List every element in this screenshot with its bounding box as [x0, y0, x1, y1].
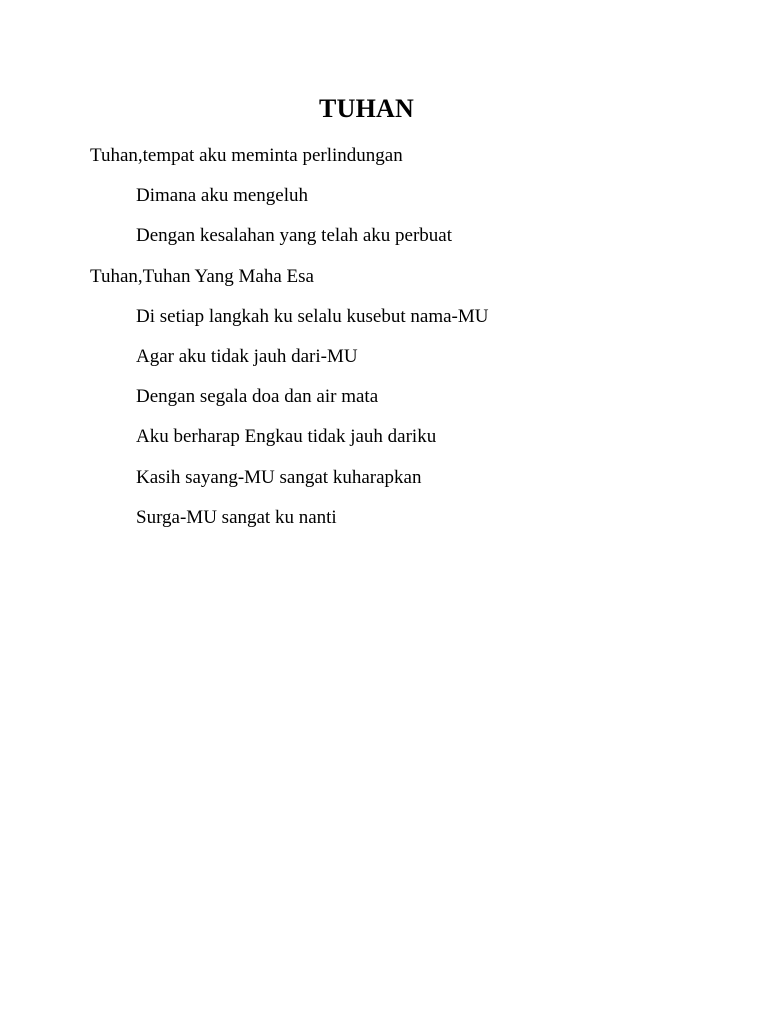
- poem-line: Kasih sayang-MU sangat kuharapkan: [136, 466, 422, 488]
- poem-line: Surga-MU sangat ku nanti: [136, 506, 337, 528]
- poem-line: Tuhan,tempat aku meminta perlindungan: [90, 145, 403, 166]
- poem-line: Tuhan,Tuhan Yang Maha Esa: [90, 265, 314, 287]
- poem-body: [90, 144, 710, 546]
- poem-title: TUHAN: [319, 94, 414, 123]
- poem-line: Dimana aku mengeluh: [136, 185, 309, 207]
- poem-line: Agar aku tidak jauh dari-MU: [136, 345, 358, 367]
- poem-line: Aku berharap Engkau tidak jauh dariku: [136, 426, 437, 448]
- poem-line: Dengan kesalahan yang telah aku perbuat: [136, 225, 453, 247]
- poem-line: Dengan segala doa dan air mata: [136, 386, 379, 408]
- poem-line: Di setiap langkah ku selalu kusebut nama-MU: [136, 305, 489, 327]
